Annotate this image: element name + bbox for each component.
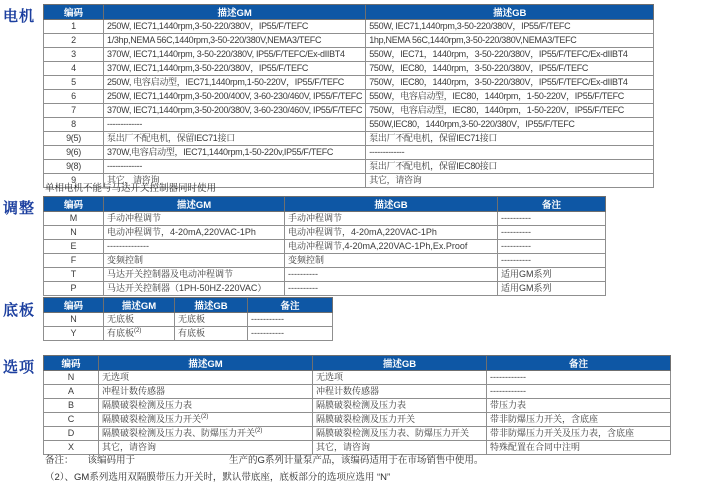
code-cell: A: [44, 385, 99, 399]
description-cell: 无选项: [313, 371, 487, 385]
header-row: [44, 197, 606, 212]
code-cell: Y: [44, 327, 104, 341]
description-cell: 250W, 电容启动型，IEC71,1440rpm,1-50-220V，IP55/F/TEFC: [104, 76, 366, 90]
column-header: 描述GB: [313, 356, 487, 371]
table-row: [44, 212, 606, 226]
table-row: [44, 371, 671, 385]
code-cell: 2: [44, 34, 104, 48]
description-cell: 其它，请咨询: [99, 441, 313, 455]
table-row: [44, 34, 654, 48]
header-row: [44, 298, 333, 313]
description-cell: 250W, IEC71,1440rpm,3-50-200/400V, 3-60-230/460V, IP55/F/TEFC: [104, 90, 366, 104]
column-header: 描述GM: [104, 197, 285, 212]
header-row: [44, 356, 671, 371]
table-row: [44, 160, 654, 174]
column-header: 描述GB: [175, 298, 248, 313]
description-cell: 泵出厂不配电机，保留IEC80接口: [366, 160, 654, 174]
code-cell: P: [44, 282, 104, 296]
description-cell: 550W，IEC71，1440rpm，3-50-220/380V，IP55/F/TEFC/Ex-dIIBT4: [366, 48, 654, 62]
table-row: [44, 62, 654, 76]
description-cell: 其它，请咨询: [366, 174, 654, 188]
footnote-superscript: (2): [201, 414, 209, 420]
section-label-adjustment: 调整: [3, 200, 36, 217]
column-header: 编码: [44, 356, 99, 371]
description-cell: 370W, IEC71,1440rpm,3-50-200/380V, 3-60-230/460V, IP55/F/TEFC: [104, 104, 366, 118]
code-cell: 5: [44, 76, 104, 90]
description-cell: 电动冲程调节,4-20mA,220VAC-1Ph,Ex.Proof: [285, 240, 498, 254]
column-header: 编码: [44, 298, 104, 313]
table-row: [44, 118, 654, 132]
description-cell: --------------: [104, 240, 285, 254]
table-row: [44, 268, 606, 282]
description-cell: 泵出厂不配电机，保留IEC71接口: [366, 132, 654, 146]
code-cell: E: [44, 240, 104, 254]
column-header: 描述GM: [104, 298, 175, 313]
description-cell: 带非防爆压力开关，含底座: [487, 413, 671, 427]
description-cell: 带压力表: [487, 399, 671, 413]
footnotes: [45, 452, 483, 483]
description-cell: ----------: [498, 254, 606, 268]
footnote-part-1: 该编码用于: [87, 455, 136, 466]
code-cell: T: [44, 268, 104, 282]
description-cell: 冲程计数传感器: [313, 385, 487, 399]
column-header: 编码: [44, 5, 104, 20]
description-cell: 带非防爆压力开关及压力表，含底座: [487, 427, 671, 441]
code-cell: 9(6): [44, 146, 104, 160]
code-cell: 9: [44, 174, 104, 188]
column-header: 描述GB: [366, 5, 654, 20]
description-cell: 泵出厂不配电机，保留IEC71接口: [104, 132, 366, 146]
description-cell: 适用GM系列: [498, 282, 606, 296]
section-label-motor: 电机: [3, 8, 36, 25]
table-row: [44, 327, 333, 341]
column-header: 描述GM: [99, 356, 313, 371]
description-cell: 550W,IEC80，1440rpm,3-50-220/380V，IP55/F/TEFC: [366, 118, 654, 132]
description-cell: 手动冲程调节: [285, 212, 498, 226]
description-cell: 无底板: [175, 313, 248, 327]
description-cell: 变频控制: [285, 254, 498, 268]
table-row: [44, 313, 333, 327]
description-cell: 隔膜破裂检测及压力开关: [313, 413, 487, 427]
code-cell: 8: [44, 118, 104, 132]
code-cell: N: [44, 226, 104, 240]
description-cell: 手动冲程调节: [104, 212, 285, 226]
code-cell: 1: [44, 20, 104, 34]
description-cell: ------------: [487, 385, 671, 399]
baseplate-code-table: [43, 297, 333, 341]
description-cell: 无选项: [99, 371, 313, 385]
table-row: [44, 385, 671, 399]
code-cell: N: [44, 313, 104, 327]
section-label-baseplate: 底板: [3, 302, 36, 319]
code-cell: X: [44, 441, 99, 455]
table-row: [44, 254, 606, 268]
description-cell: -----------: [248, 327, 333, 341]
description-cell: 250W, IEC71,1440rpm,3-50-220/380V，IP55/F/TEFC: [104, 20, 366, 34]
column-header: 备注: [498, 197, 606, 212]
description-cell: 370W, IEC71,1440rpm,3-50-220/380V，IP55/F/TEFC: [104, 62, 366, 76]
code-cell: D: [44, 427, 99, 441]
table-row: [44, 76, 654, 90]
footnote-part-2: 生产的G系列计量泵产品，该编码适用于在市场销售中使用。: [229, 455, 484, 466]
table-row: [44, 399, 671, 413]
description-cell: 550W，电容启动型，IEC80，1440rpm，1-50-220V，IP55/F/TEFC: [366, 90, 654, 104]
table-row: [44, 90, 654, 104]
code-cell: C: [44, 413, 99, 427]
footnote-line-2: （2）、GM系列选用双隔膜带压力开关时，默认带底座，底板部分的选项应选用 “N”: [45, 472, 391, 483]
description-cell: ------------: [487, 371, 671, 385]
column-header: 描述GM: [104, 5, 366, 20]
code-cell: N: [44, 371, 99, 385]
column-header: 描述GB: [285, 197, 498, 212]
description-cell: 隔膜破裂检测及压力开关$^{(2)}$: [99, 413, 313, 427]
description-cell: 特殊配置在合同中注明: [487, 441, 671, 455]
description-cell: 马达开关控制器（1PH-50HZ-220VAC）: [104, 282, 285, 296]
description-cell: 隔膜破裂检测及压力表、防爆压力开关$^{(2)}$: [99, 427, 313, 441]
footnote-superscript: (2): [134, 328, 142, 334]
table-row: [44, 132, 654, 146]
code-cell: F: [44, 254, 104, 268]
adjustment-code-table: [43, 196, 606, 296]
table-row: [44, 146, 654, 160]
table-row: [44, 240, 606, 254]
code-cell: 9(8): [44, 160, 104, 174]
table-row: [44, 20, 654, 34]
description-cell: -------------: [104, 160, 366, 174]
description-cell: 750W，电容启动型，IEC80，1440rpm，1-50-220V，IP55/F/TEFC: [366, 104, 654, 118]
column-header: 编码: [44, 197, 104, 212]
table-row: [44, 413, 671, 427]
description-cell: 适用GM系列: [498, 268, 606, 282]
footnote-label: 备注：: [45, 455, 74, 466]
footnote-line-1: [45, 452, 483, 466]
description-cell: 隔膜破裂检测及压力表: [313, 399, 487, 413]
motor-code-table: [43, 4, 654, 188]
column-header: 备注: [248, 298, 333, 313]
header-row: [44, 5, 654, 20]
description-cell: 其它，请咨询: [313, 441, 487, 455]
options-code-table: [43, 355, 671, 455]
description-cell: 冲程计数传感器: [99, 385, 313, 399]
description-cell: 隔膜破裂检测及压力表、防爆压力开关: [313, 427, 487, 441]
description-cell: 隔膜破裂检测及压力表: [99, 399, 313, 413]
description-cell: 变频控制: [104, 254, 285, 268]
description-cell: ----------: [498, 240, 606, 254]
table-row: [44, 282, 606, 296]
description-cell: -----------: [248, 313, 333, 327]
description-cell: 370W,电容启动型，IEC71,1440rpm,1-50-220v,IP55/F/TEFC: [104, 146, 366, 160]
code-cell: 3: [44, 48, 104, 62]
description-cell: 750W，IEC80，1440rpm，3-50-220/380V，IP55/F/TEFC: [366, 62, 654, 76]
footnote-superscript: (2): [255, 428, 263, 434]
description-cell: 1hp,NEMA 56C,1440rpm,3-50-220/380V,NEMA3/TEFC: [366, 34, 654, 48]
code-cell: 6: [44, 90, 104, 104]
description-cell: 马达开关控制器及电动冲程调节: [104, 268, 285, 282]
code-cell: 4: [44, 62, 104, 76]
description-cell: 1/3hp,NEMA 56C,1440rpm,3-50-220/380V,NEMA3/TEFC: [104, 34, 366, 48]
section-label-options: 选项: [3, 359, 36, 376]
description-cell: 电动冲程调节，4-20mA,220VAC-1Ph: [104, 226, 285, 240]
table-row: [44, 226, 606, 240]
description-cell: 750W，IEC80，1440rpm，3-50-220/380V，IP55/F/TEFC/Ex-dIIBT4: [366, 76, 654, 90]
description-cell: 550W, IEC71,1440rpm,3-50-220/380V，IP55/F/TEFC: [366, 20, 654, 34]
code-cell: M: [44, 212, 104, 226]
description-cell: 无底板: [104, 313, 175, 327]
description-cell: ----------: [285, 282, 498, 296]
table-row: [44, 427, 671, 441]
description-cell: 370W, IEC71,1440rpm, 3-50-220/380V, IP55/F/TEFC/Ex-dIIBT4: [104, 48, 366, 62]
description-cell: -------------: [366, 146, 654, 160]
table-row: [44, 104, 654, 118]
motor-table-note: 单相电机不能与马达开关控制器同时使用: [45, 183, 217, 194]
description-cell: ----------: [498, 212, 606, 226]
column-header: 备注: [487, 356, 671, 371]
description-cell: 电动冲程调节，4-20mA,220VAC-1Ph: [285, 226, 498, 240]
description-cell: ----------: [498, 226, 606, 240]
description-cell: 有底板: [175, 327, 248, 341]
table-row: [44, 48, 654, 62]
code-cell: 7: [44, 104, 104, 118]
code-cell: 9(5): [44, 132, 104, 146]
description-cell: 有底板$^{(2)}$: [104, 327, 175, 341]
description-cell: -------------: [104, 118, 366, 132]
description-cell: 其它，请咨询: [104, 174, 366, 188]
code-cell: B: [44, 399, 99, 413]
description-cell: ----------: [285, 268, 498, 282]
